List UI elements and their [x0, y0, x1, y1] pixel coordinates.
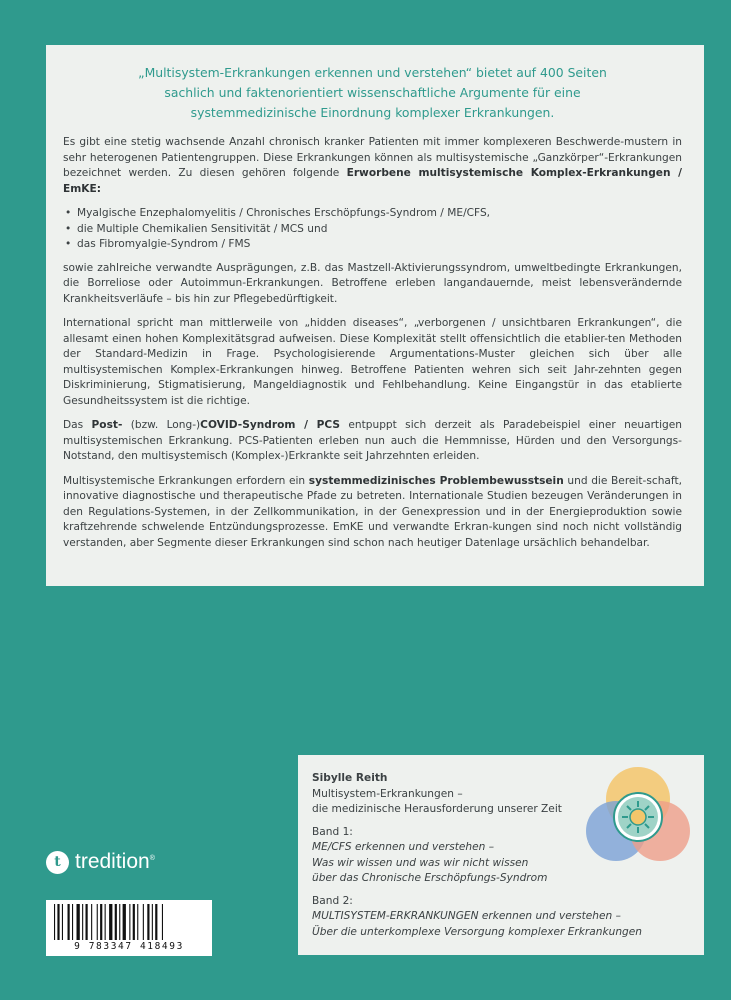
barcode-bar: [115, 904, 117, 940]
barcode-bar: [91, 904, 92, 940]
publisher-logo: [46, 850, 155, 874]
intro-line-2: sachlich und faktenorientiert wissenschaftliche Argumente für eine: [164, 85, 581, 100]
barcode-bar: [54, 904, 55, 940]
barcode-bar: [133, 904, 135, 940]
band-1-label: Band 1:: [312, 825, 353, 838]
barcode-bar: [129, 904, 130, 940]
publisher-name: [75, 850, 155, 874]
paragraph-2: sowie zahlreiche verwandte Ausprägungen, z.B. das Mastzell-Aktivierungssyndrom, umweltbedingte Erkrankungen, die Borreliose oder Autoimmun-Erkrankungen. Betroffene erleben langandauernde, meist lebensverändernde Krankheitsverläufe – bis hin zur Pflegebedürftigkeit.: [63, 261, 682, 305]
list-item: • das Fibromyalgie-Syndrom / FMS: [63, 237, 682, 253]
band-1-line-3: [312, 871, 690, 887]
body-text: [63, 135, 682, 551]
intro-line-1: „Multisystem-Erkrankungen erkennen und verstehen“ bietet auf 400 Seiten: [138, 65, 607, 80]
paragraph-3: International spricht man mittlerweile von „hidden diseases“, „verborgenen / unsichtbaren Erkrankungen“, die allesamt einen hohen Komplexitätsgrad aufweisen. Diese Komplexität stellt offensichtlich die etablier-ten Methoden der Standard-Medizin in Frage. Psychologisierende Argumentations-Muster gleichen sich über alle multisystemischen Komplex-Erkrankungen hinweg. Betroffene Patienten wehren sich seit Jahr-zehnten gegen Diskriminierung, Stigmatisierung, Mangeldiagnostik und Fehlbehandlung. Keine Eingangstür in das etablierte Gesundheitssystem ist die richtige.: [63, 317, 682, 407]
paragraph-4-bold-1: Post-: [91, 419, 123, 431]
paragraph-5-c: und die Bereit-schaft, innovative diagnostische und therapeutische Pfade zu betreten. Internationale Studien bezeugen Veränderungen in den Regulations-Systemen, in der Zellkommunikation, in der Genexpression und in der Energieproduktion sowie kraftzehrende schwelende Entzündungsprozesse. EmKE und verwandte Erkran-kungen sind noch nicht vollständig verstanden, aber Segmente dieser Erkrankungen sind schon nach heutiger Datenlage ursächlich behandelbar.: [63, 474, 682, 549]
barcode-bar: [62, 904, 63, 940]
isbn-barcode: [46, 900, 212, 956]
barcode-bar: [137, 904, 138, 940]
barcode-bar: [100, 904, 102, 940]
barcode-bar: [86, 904, 88, 940]
intro-blurb: [63, 63, 682, 123]
barcode-bar: [162, 904, 163, 940]
band-2-subtitle: Über die unterkomplexe Versorgung komplexer Erkrankungen: [312, 925, 642, 938]
barcode-bar: [82, 904, 83, 940]
barcode-bar: [72, 904, 73, 940]
paragraph-5-bold: systemmedizinisches Problembewusstsein: [308, 474, 564, 487]
band-1-title: ME/CFS erkennen und verstehen –: [312, 841, 495, 853]
publisher-name-text: tredition: [75, 850, 150, 873]
barcode-bar: [155, 904, 157, 940]
band-2-label: Band 2:: [312, 894, 353, 907]
band-1-subtitle-1: Was wir wissen und was wir nicht wissen: [312, 856, 529, 869]
intro-line-3: systemmedizinische Einordnung komplexer Erkrankungen.: [190, 105, 555, 120]
barcode-bar: [97, 904, 98, 940]
barcode-bar: [147, 904, 149, 940]
paragraph-4-bold-2: COVID-Syndrom / PCS: [200, 419, 341, 431]
paragraph-1-text: Es gibt eine stetig wachsende Anzahl chronisch kranker Patienten mit immer komplexeren Beschwerde-mustern in sehr heterogenen Patientengruppen. Diese Erkrankungen können als multisystemische „Ganzkörper“-Erkrankungen bezeichnet werden. Zu diesen gehören folgende: [63, 136, 682, 179]
paragraph-5-a: Multisystemische Erkrankungen erfordern ein: [63, 474, 309, 487]
isbn-number: 9 783347 418493: [74, 941, 184, 952]
barcode-bars: [52, 904, 206, 940]
tredition-icon: t: [46, 851, 69, 874]
paragraph-4-c: (bzw. Long-): [122, 419, 201, 431]
band-2-title: MULTISYSTEM-ERKRANKUNGEN erkennen und verstehen –: [312, 910, 621, 922]
list-item: • Myalgische Enzephalomyelitis / Chronisches Erschöpfungs-Syndrom / ME/CFS,: [63, 206, 682, 222]
paragraph-5: [63, 474, 682, 552]
barcode-bar: [68, 904, 70, 940]
band-1-subtitle-2: über das Chronische Erschöpfungs-Syndrom: [312, 872, 548, 884]
paragraph-4-a: Das: [63, 419, 92, 431]
paragraph-1: [63, 135, 682, 197]
barcode-bar: [123, 904, 126, 940]
series-title-2: die medizinische Herausforderung unserer Zeit: [312, 803, 562, 815]
barcode-bar: [143, 904, 144, 940]
barcode-bar: [152, 904, 153, 940]
barcode-bar: [109, 904, 112, 940]
barcode-bar: [119, 904, 120, 940]
series-info-panel: [298, 755, 704, 955]
series-logo-icon: [586, 765, 690, 865]
band-2-line-2: [312, 925, 690, 941]
paragraph-4-d: entpuppt sich derzeit als Paradebeispiel einer neuartigen multisystemischen Erkrankung. PCS-Patienten erleben nun auch die Hemmnisse, Hürden und den Versorgungs-Notstand, den multisystemisch (Komplex-)Erkrankte seit Jahrzehnten erleiden.: [63, 419, 682, 462]
series-title-1: Multisystem-Erkrankungen –: [312, 787, 463, 800]
barcode-bar: [77, 904, 80, 940]
author-name: Sibylle Reith: [312, 772, 388, 784]
logo-sun-core: [630, 809, 646, 825]
registered-mark: ®: [149, 855, 155, 862]
disease-list: [63, 206, 682, 253]
paragraph-4: [63, 418, 682, 465]
band-2-line-1: [312, 909, 690, 925]
barcode-bar: [105, 904, 106, 940]
back-cover-text-panel: [46, 45, 704, 586]
paragraph-1-bold: Erworbene multisystemische Komplex-Erkrankungen / EmKE:: [63, 167, 682, 195]
list-item: • die Multiple Chemikalien Sensitivität / MCS und: [63, 222, 682, 238]
barcode-bar: [57, 904, 59, 940]
